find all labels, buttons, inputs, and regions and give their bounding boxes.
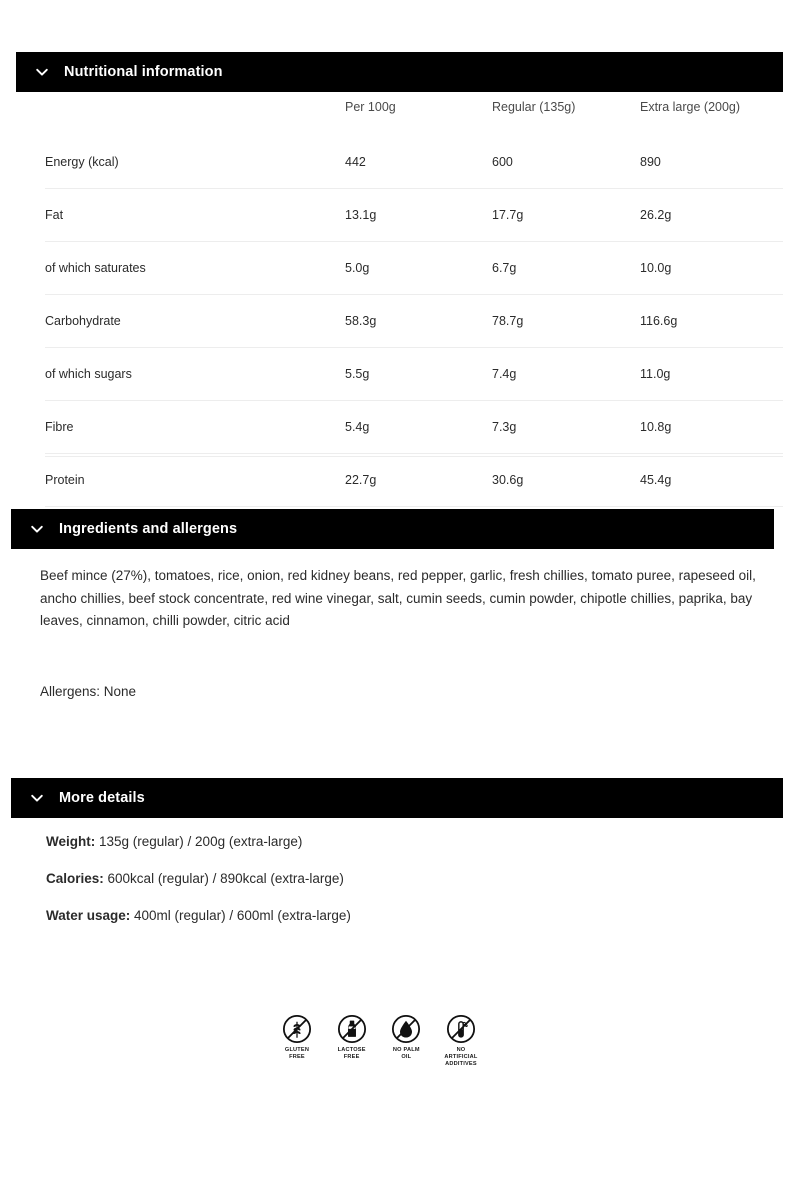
ingredients-text: Beef mince (27%), tomatoes, rice, onion, red kidney beans, red pepper, garlic, fresh chillies, tomato puree, rapeseed oil, ancho chillies, beef stock concentrate, red wine vinegar, salt, cumin seeds, cumin powder, chipotle chillies, paprika, bay leaves, cinnamon, chilli powder, citric acid (40, 568, 756, 628)
chevron-down-icon (29, 790, 45, 806)
row-value-per-100g: 5.4g (345, 401, 492, 454)
row-value-regular: 17.7g (492, 189, 640, 242)
section-title: Ingredients and allergens (59, 520, 238, 537)
oil-droplet-crossed-icon (391, 1014, 421, 1044)
table-row (45, 295, 783, 348)
row-value-regular: 7.3g (492, 401, 640, 454)
more-details-row-water-usage (46, 908, 746, 924)
row-value-extra-large: 11.0g (640, 348, 783, 401)
row-value-extra-large: 116.6g (640, 295, 783, 348)
badge-caption-line1: NO (456, 1047, 466, 1053)
section-title: More details (59, 789, 145, 806)
section-header-nutritional-information[interactable] (16, 52, 783, 92)
row-value-extra-large: 45.4g (640, 454, 783, 507)
badge-caption (285, 1047, 309, 1061)
column-header-regular: Regular (135g) (492, 100, 576, 114)
table-row (45, 348, 783, 401)
row-value-per-100g: 58.3g (345, 295, 492, 348)
row-label: Energy (kcal) (45, 155, 119, 169)
badge-caption-line2: FREE (289, 1054, 305, 1061)
badge-no-palm-oil (383, 1014, 429, 1061)
row-value-extra-large: 890 (640, 155, 661, 169)
table-row (45, 189, 783, 242)
row-value-per-100g: 22.7g (345, 454, 492, 507)
table-header-row (45, 100, 783, 136)
detail-value: 600kcal (regular) / 890kcal (extra-large) (103, 871, 344, 887)
badge-no-artificial-additives (438, 1014, 484, 1069)
table-bottom-divider (45, 456, 783, 457)
chevron-down-icon (34, 64, 50, 80)
allergens-text: Allergens: None (40, 684, 137, 699)
row-value-extra-large: 10.8g (640, 401, 783, 454)
row-value-regular: 6.7g (492, 242, 640, 295)
chevron-down-icon (29, 521, 45, 537)
more-details-row-calories (46, 871, 746, 887)
row-value-per-100g: 13.1g (345, 189, 492, 242)
wheat-crossed-icon (282, 1014, 312, 1044)
badge-lactose-free (329, 1014, 375, 1061)
more-details-row-weight (46, 834, 746, 850)
test-tube-crossed-icon (446, 1014, 476, 1044)
nutritional-information-table (45, 100, 783, 559)
detail-value: 400ml (regular) / 600ml (extra-large) (130, 908, 351, 924)
milk-bottle-crossed-icon (337, 1014, 367, 1044)
row-value-regular: 600 (492, 155, 513, 169)
badge-caption-line2: ARTIFICIAL (444, 1054, 478, 1061)
badge-caption (444, 1047, 477, 1069)
row-label: of which sugars (45, 348, 345, 401)
badge-caption-line1: NO PALM (392, 1047, 420, 1053)
badge-gluten-free (274, 1014, 320, 1061)
badge-caption-line2: OIL (401, 1054, 412, 1061)
section-header-more-details[interactable] (11, 778, 783, 818)
column-header-nutrient (45, 100, 345, 136)
badge-caption-line1: LACTOSE (337, 1047, 366, 1053)
dietary-badges (274, 1014, 484, 1069)
section-title: Nutritional information (64, 63, 223, 80)
badge-caption-line3: ADDITIVES (445, 1061, 477, 1068)
column-header-extra-large: Extra large (200g) (640, 100, 741, 114)
badge-caption (338, 1047, 366, 1061)
detail-key: Calories: (46, 871, 104, 887)
detail-key: Water usage: (46, 908, 131, 924)
row-value-extra-large: 10.0g (640, 242, 783, 295)
row-value-per-100g: 5.0g (345, 242, 492, 295)
row-value-per-100g: 442 (345, 155, 366, 169)
row-value-per-100g: 5.5g (345, 348, 492, 401)
section-header-ingredients-and-allergens[interactable] (11, 509, 774, 549)
row-value-regular: 7.4g (492, 348, 640, 401)
table-row (45, 401, 783, 454)
detail-value: 135g (regular) / 200g (extra-large) (95, 834, 303, 849)
table-row (45, 454, 783, 507)
table-body (45, 136, 783, 559)
more-details-list (46, 834, 746, 925)
row-label: Carbohydrate (45, 295, 345, 348)
badge-caption-line1: GLUTEN (284, 1047, 310, 1053)
row-label: Fat (45, 189, 345, 242)
table-row (45, 136, 783, 189)
row-label: of which saturates (45, 242, 345, 295)
row-value-regular: 78.7g (492, 295, 640, 348)
badge-caption (393, 1047, 420, 1061)
detail-key: Weight: (46, 834, 96, 849)
badge-caption-line2: FREE (343, 1054, 360, 1061)
row-label: Protein (45, 454, 345, 507)
table-row (45, 242, 783, 295)
column-header-per-100g: Per 100g (345, 100, 396, 114)
row-label: Fibre (45, 401, 345, 454)
row-value-regular: 30.6g (492, 454, 640, 507)
row-value-extra-large: 26.2g (640, 189, 783, 242)
